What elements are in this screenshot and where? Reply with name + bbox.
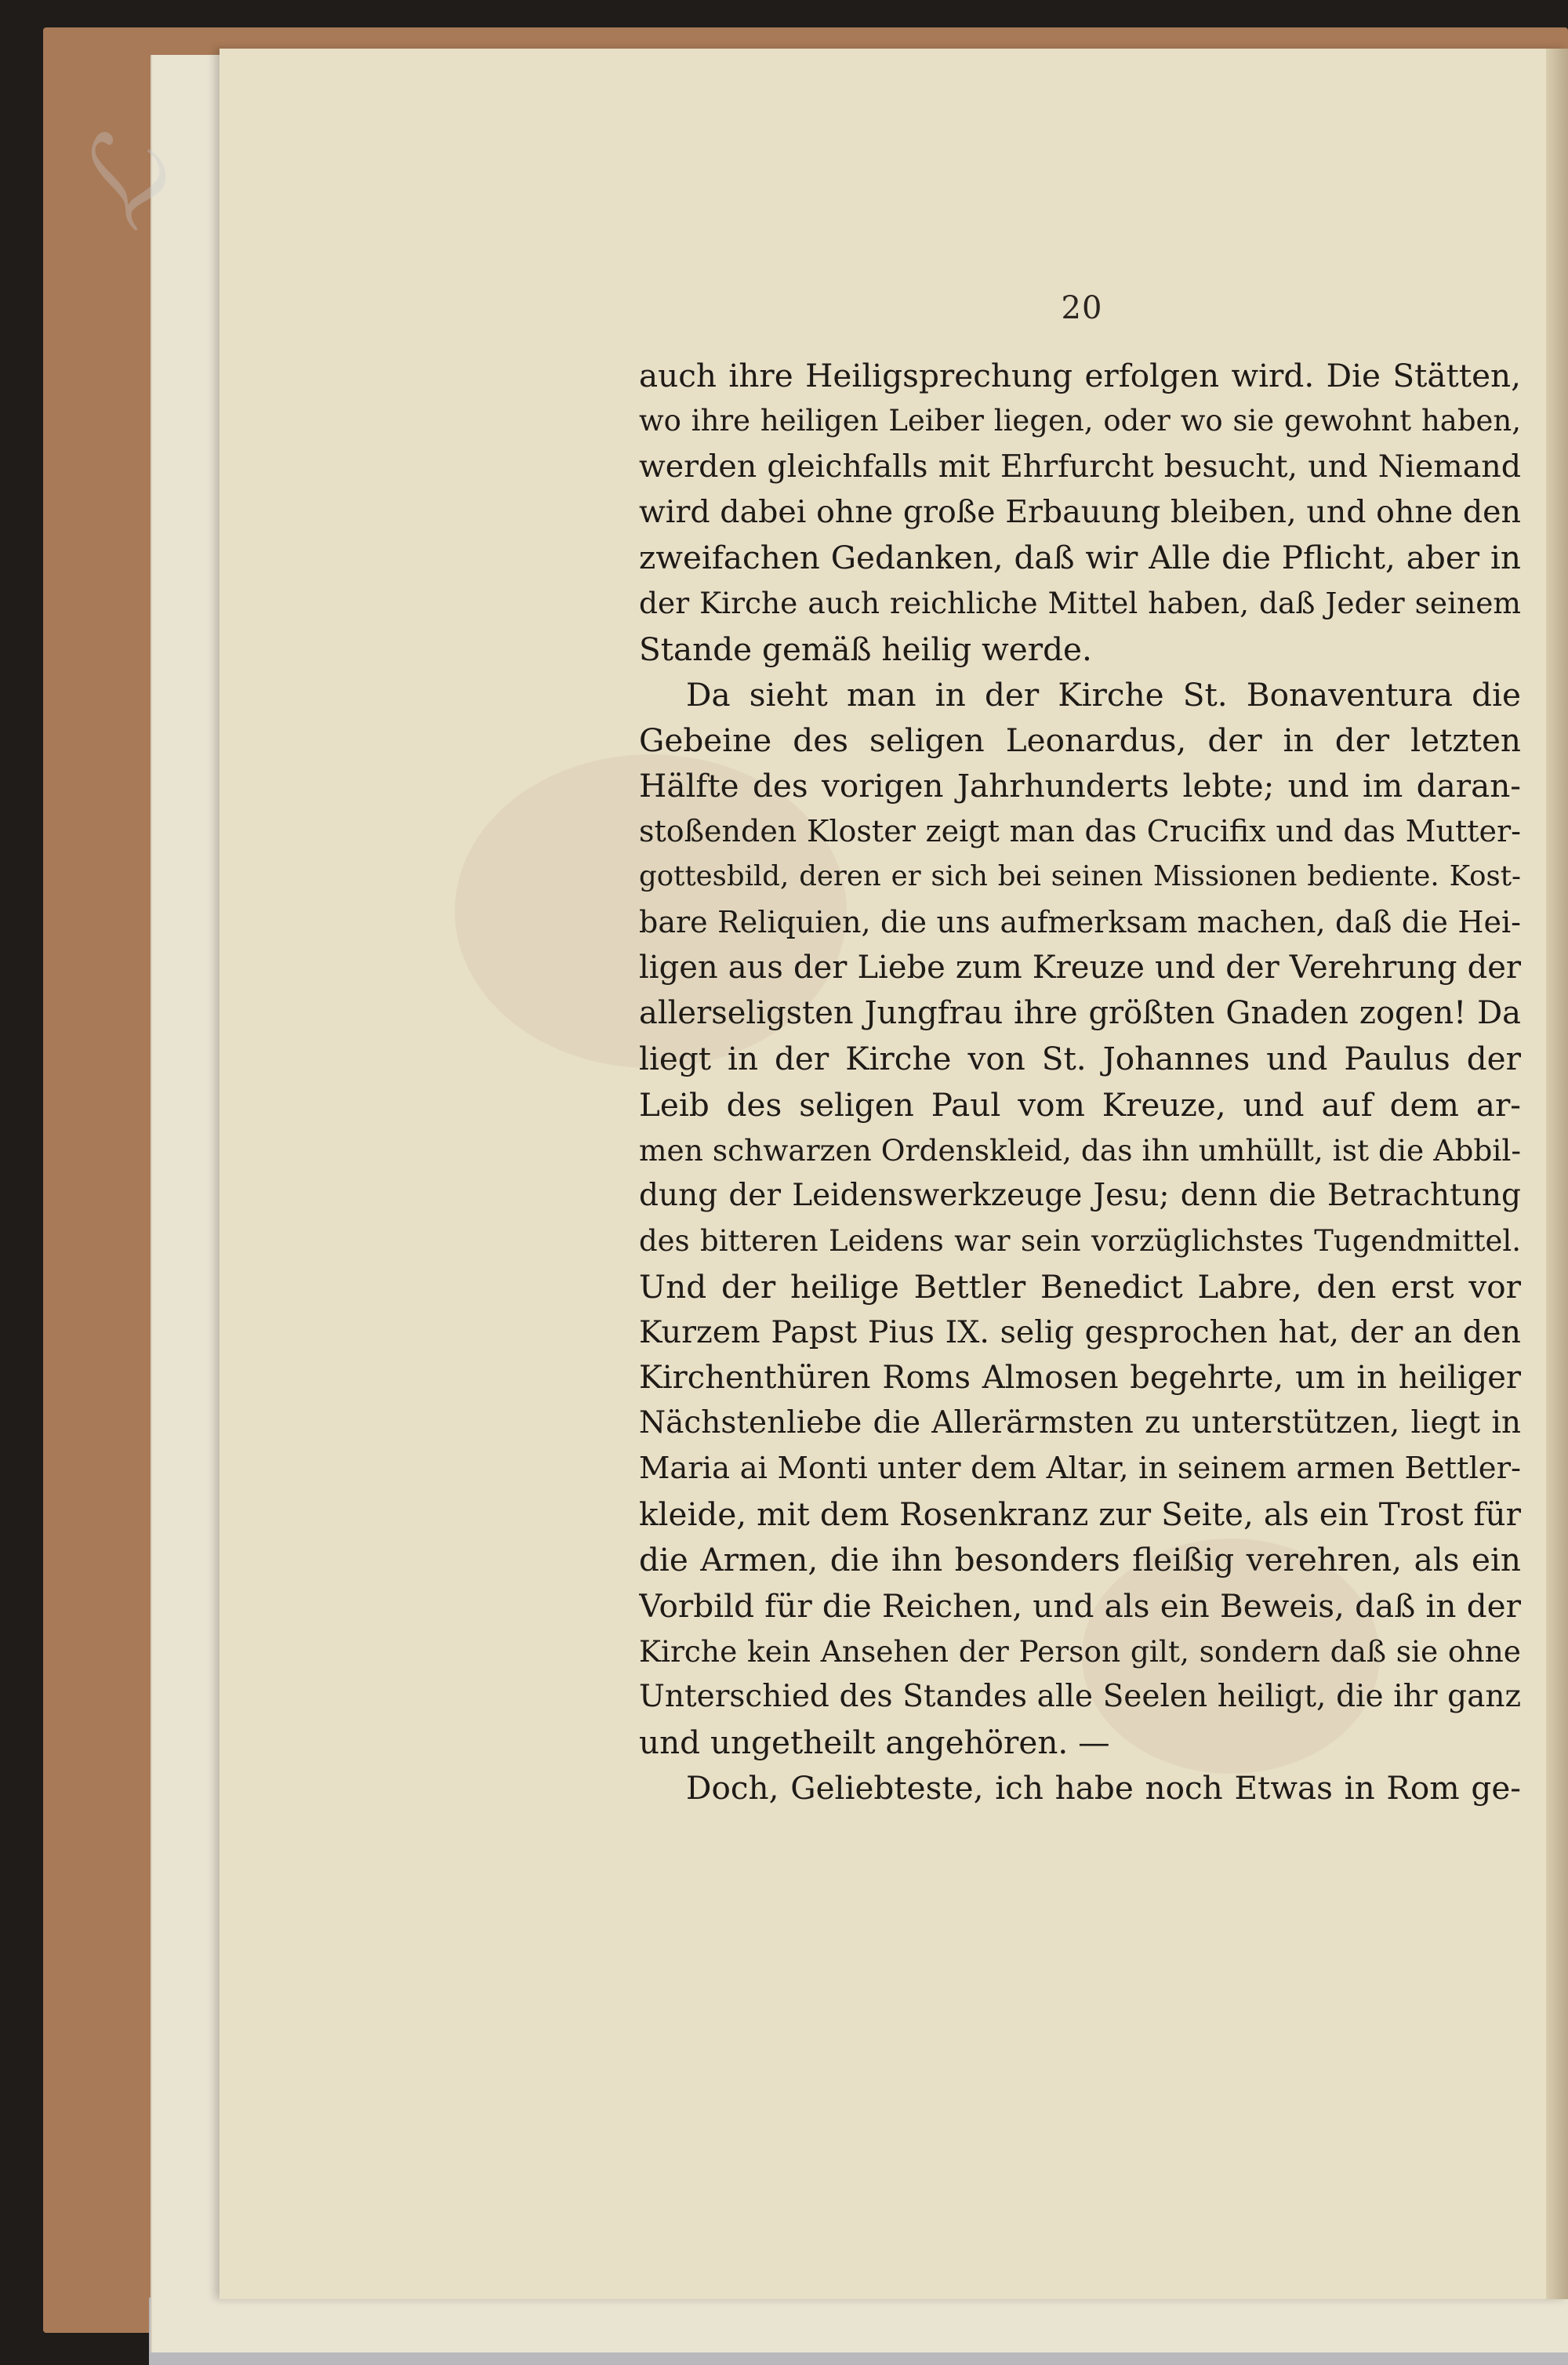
text-line: zweifachen Gedanken, daß wir Alle die Pflicht, aber in (639, 539, 1521, 577)
text-line: Hälfte des vorigen Jahrhunderts lebte; und im daran- (639, 766, 1521, 805)
text-line: liegt in der Kirche von St. Johannes und Paulus der (639, 1040, 1521, 1078)
pencil-mark-decoration: ℒ (46, 115, 198, 248)
text-line: Da sieht man in der Kirche St. Bonaventura die (686, 675, 1521, 714)
text-line: ligen aus der Liebe zum Kreuze und der Verehrung der (639, 950, 1521, 986)
text-line: Und der heilige Bettler Benedict Labre, den erst vor (639, 1267, 1521, 1306)
text-line: allerseligsten Jungfrau ihre größten Gnaden zogen! Da (639, 995, 1521, 1032)
text-line: Kirche kein Ansehen der Person gilt, sondern daß sie ohne (639, 1633, 1521, 1669)
text-line: Leib des seligen Paul vom Kreuze, und auf dem ar- (639, 1085, 1521, 1124)
text-line: dung der Leidenswerkzeuge Jesu; denn die Betrachtung (639, 1177, 1521, 1213)
text-line: Maria ai Monti unter dem Altar, in seinem armen Bettler- (639, 1451, 1521, 1487)
text-line: die Armen, die ihn besonders fleißig verehren, als ein (639, 1541, 1521, 1579)
page-edge (1546, 49, 1568, 2299)
text-line: Kirchenthüren Roms Almosen begehrte, um in heiliger (639, 1360, 1521, 1397)
text-line: des bitteren Leidens war sein vorzüglichstes Tugendmittel. (639, 1223, 1521, 1258)
text-line: Gebeine des seligen Leonardus, der in der letzten (639, 721, 1521, 759)
text-line: kleide, mit dem Rosenkranz zur Seite, als ein Trost für (639, 1495, 1521, 1534)
text-line: und ungetheilt angehören. — (639, 1723, 1110, 1761)
text-line: Unterschied des Standes alle Seelen heiligt, die ihr ganz (639, 1678, 1521, 1714)
text-line: Kurzem Papst Pius IX. selig gesprochen hat, der an den (639, 1313, 1521, 1350)
text-line: werden gleichfalls mit Ehrfurcht besucht, und Niemand (639, 449, 1521, 485)
text-line: wird dabei ohne große Erbauung bleiben, und ohne den (639, 494, 1521, 531)
text-line: stoßenden Kloster zeigt man das Crucifix und das Mutter- (639, 813, 1521, 848)
text-line: auch ihre Heiligsprechung erfolgen wird. Die Stätten, (639, 357, 1521, 394)
text-line: Vorbild für die Reichen, und als ein Beweis, daß in der (639, 1586, 1521, 1625)
text-line: Stande gemäß heilig werde. (639, 630, 1092, 668)
text-line: gottesbild, deren er sich bei seinen Missionen bediente. Kost- (639, 860, 1521, 893)
text-line: men schwarzen Ordenskleid, das ihn umhüllt, ist die Abbil- (639, 1132, 1521, 1168)
page-number: 20 (1061, 290, 1103, 326)
body-text (639, 353, 1521, 1811)
text-line: wo ihre heiligen Leiber liegen, oder wo sie gewohnt haben, (639, 404, 1521, 438)
text-line: Nächstenliebe die Allerärmsten zu unterstützen, liegt in (639, 1405, 1521, 1441)
text-line: Doch, Geliebteste, ich habe noch Etwas in Rom ge- (686, 1768, 1521, 1807)
text-line: der Kirche auch reichliche Mittel haben, daß Jeder seinem (639, 586, 1521, 621)
text-line: bare Reliquien, die uns aufmerksam machen, daß die Hei- (639, 905, 1521, 940)
